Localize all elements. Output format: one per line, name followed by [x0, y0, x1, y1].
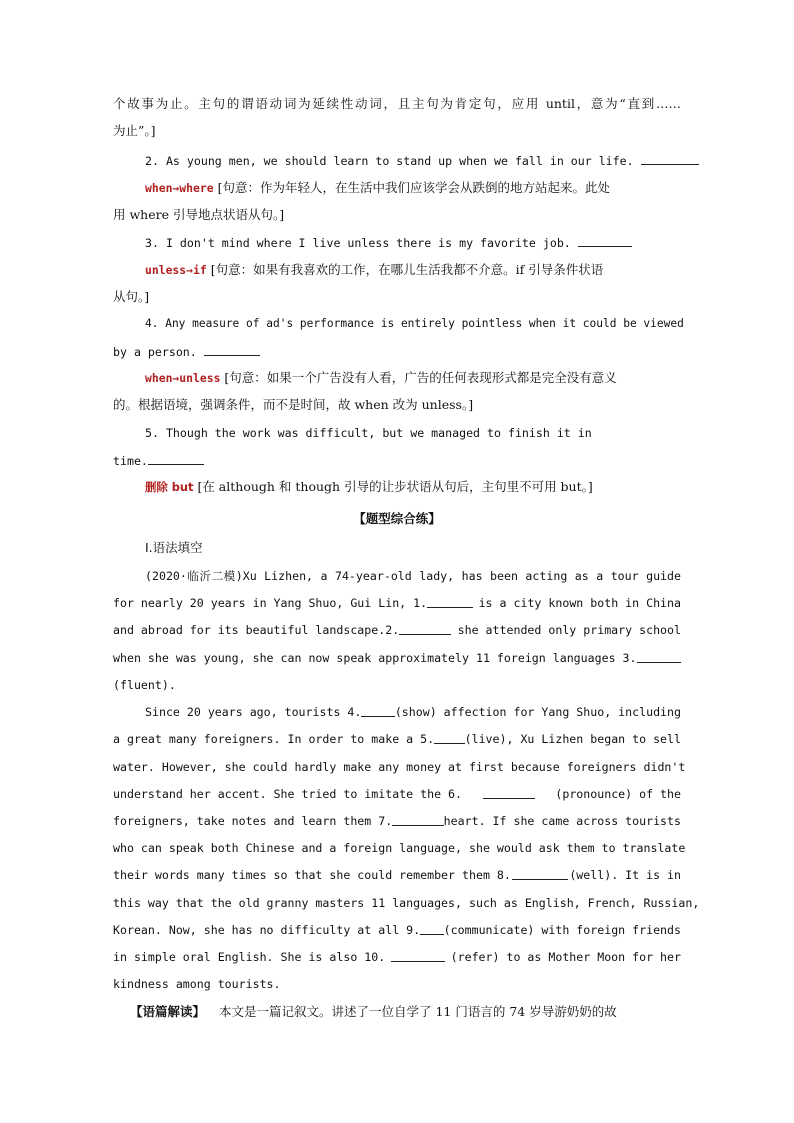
answer-blank-4[interactable] — [361, 704, 394, 717]
passage-text: Korean. Now, she has no difficulty at all 9. — [113, 923, 421, 937]
text-line: 的。根据语境，强调条件，而不是时间，故 when 改为 unless。] — [113, 397, 474, 412]
passage-line: kindness among tourists. — [113, 977, 281, 991]
passage-text: their words many times so that she could remember them 8. — [113, 868, 511, 882]
answer-blank[interactable] — [204, 343, 260, 356]
question-5: 5. Though the work was difficult, but we managed to finish it in — [145, 426, 592, 440]
passage-text: (pronounce) of the — [555, 787, 681, 801]
text-line: 个故事为止。主句的谓语动词为延续性动词，且主句为肯定句，应用 until，意为“直到…… — [113, 96, 681, 111]
analysis-line — [130, 1004, 681, 1020]
passage-line — [113, 622, 681, 638]
explanation: [句意：作为年轻人，在生活中我们应该学会从跌倒的地方站起来。此处 — [217, 180, 610, 195]
question-5-cont — [113, 452, 681, 469]
answer-line — [145, 180, 681, 196]
passage-line — [113, 786, 681, 802]
passage-text: (show) affection for Yang Shuo, including — [394, 705, 681, 719]
passage-text: she attended only primary school — [457, 623, 681, 637]
passage-line — [113, 949, 681, 965]
answer-blank-9[interactable] — [420, 922, 444, 935]
text-line: 用 where 引导地点状语从句。] — [113, 207, 285, 222]
explanation: [句意：如果有我喜欢的工作，在哪儿生活我都不介意。if 引导条件状语 — [210, 262, 604, 277]
question-text: 3. I don't mind where I live unless there is my favorite job. — [145, 236, 571, 250]
passage-text: for nearly 20 years in Yang Shuo, Gui Lin, 1. — [113, 596, 428, 610]
question-2 — [145, 152, 681, 169]
analysis-text: 本文是一篇记叙文。讲述了一位自学了 11 门语言的 74 岁导游奶奶的故 — [219, 1004, 617, 1019]
passage-line: (fluent). — [113, 678, 176, 692]
question-text: 2. As young men, we should learn to stand up when we fall in our life. — [145, 154, 634, 168]
passage-text: when she was young, she can now speak approximately 11 foreign languages 3. — [113, 651, 637, 665]
section-title: 【题型综合练】 — [353, 511, 441, 526]
answer-blank-5[interactable] — [434, 731, 465, 744]
passage-line — [113, 867, 681, 883]
passage-text: (live), Xu Lizhen began to sell — [464, 732, 681, 746]
passage-line — [113, 922, 681, 938]
passage-line — [113, 731, 681, 747]
passage-text: a great many foreigners. In order to make a 5. — [113, 732, 435, 746]
answer-correction: when→where — [145, 181, 214, 195]
text-line: 为止”。] — [113, 123, 156, 138]
passage-text: foreigners, take notes and learn them 7. — [113, 814, 393, 828]
explanation: [句意：如果一个广告没有人看，广告的任何表现形式都是完全没有意义 — [224, 370, 617, 385]
explanation: [在 although 和 though 引导的让步状语从句后，主句里不可用 but。] — [197, 479, 593, 494]
passage-line: water. However, she could hardly make any money at first because foreigners didn't — [113, 760, 686, 774]
question-text: by a person. — [113, 345, 197, 359]
passage-text: in simple oral English. She is also 10. — [113, 950, 386, 964]
answer-correction: 删除 but — [145, 480, 194, 494]
answer-blank-7[interactable] — [392, 813, 443, 826]
passage-line — [113, 595, 681, 611]
text-line: 从句。] — [113, 289, 150, 304]
answer-blank-1[interactable] — [427, 595, 472, 608]
passage-line: this way that the old granny masters 11 languages, such as English, French, Russian, — [113, 896, 700, 910]
answer-correction: unless→if — [145, 263, 207, 277]
answer-blank[interactable] — [578, 234, 632, 247]
passage-text: (communicate) with foreign friends — [443, 923, 681, 937]
passage-text: Since 20 years ago, tourists 4. — [145, 705, 362, 719]
question-text: time. — [113, 454, 148, 468]
question-3 — [145, 234, 681, 251]
answer-line — [145, 479, 681, 495]
question-4: 4. Any measure of ad's performance is entirely pointless when it could be viewed — [145, 317, 684, 330]
answer-blank[interactable] — [148, 452, 204, 465]
passage-text: and abroad for its beautiful landscape.2. — [113, 623, 400, 637]
answer-line — [145, 370, 681, 386]
answer-blank-2[interactable] — [399, 622, 451, 635]
part-title: Ⅰ.语法填空 — [145, 540, 203, 555]
passage-line — [113, 813, 681, 829]
answer-blank-10[interactable] — [391, 949, 445, 962]
answer-blank[interactable] — [641, 152, 699, 165]
answer-blank-8[interactable] — [512, 867, 568, 880]
passage-line — [145, 704, 681, 720]
analysis-label: 【语篇解读】 — [130, 1004, 206, 1019]
answer-line — [145, 262, 681, 278]
passage-text: (refer) to as Mother Moon for her — [450, 950, 681, 964]
question-4-cont — [113, 343, 681, 360]
answer-blank-3[interactable] — [637, 650, 681, 663]
passage-text: heart. If she came across tourists — [443, 814, 681, 828]
answer-blank-6[interactable] — [483, 786, 535, 799]
passage-text: understand her accent. She tried to imitate the 6. — [113, 787, 463, 801]
passage-line: who can speak both Chinese and a foreign language, she would ask them to translate — [113, 841, 686, 855]
passage-text: (well). It is in — [569, 868, 681, 882]
passage-line: (2020·临沂二模)Xu Lizhen, a 74-year-old lady, has been acting as a tour guide — [145, 569, 681, 583]
passage-line — [113, 650, 681, 666]
passage-text: is a city known both in China — [478, 596, 681, 610]
answer-correction: when→unless — [145, 371, 221, 385]
